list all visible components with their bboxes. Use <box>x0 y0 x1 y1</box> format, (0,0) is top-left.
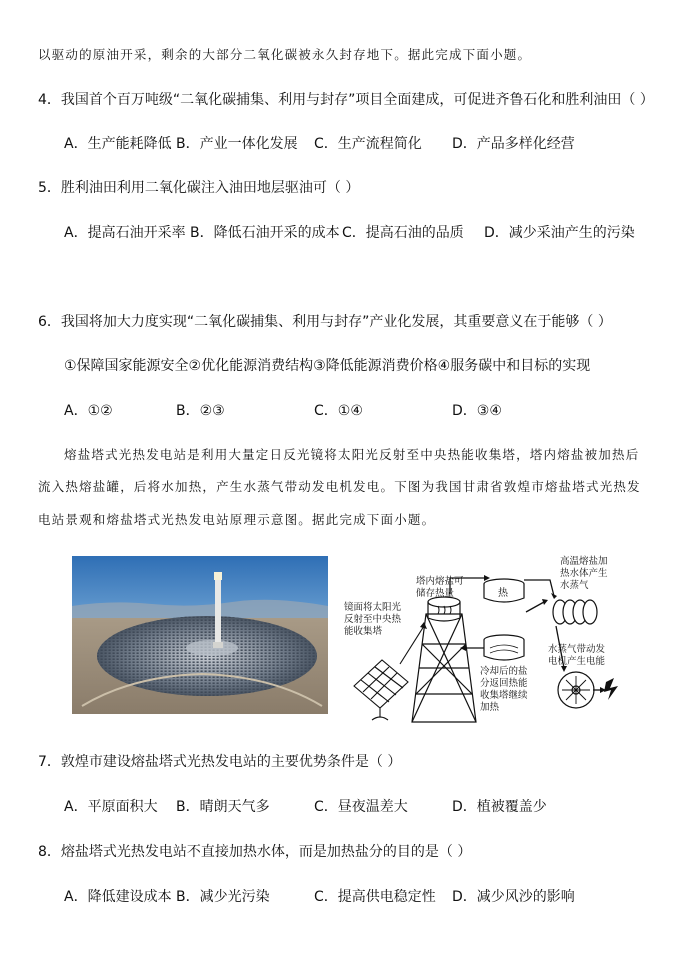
q8-option-a[interactable]: A．降低建设成本 <box>64 889 172 905</box>
question-7-stem: 7．敦煌市建设熔盐塔式光热发电站的主要优势条件是（ ） <box>38 754 402 770</box>
q4-option-c[interactable]: C．生产流程简化 <box>314 136 422 152</box>
passage-line-1: 熔盐塔式光热发电站是利用大量定日反光镜将太阳光反射至中央热能收集塔，塔内熔盐被加热后 <box>64 447 640 462</box>
q4-option-a[interactable]: A．生产能耗降低 <box>64 136 172 152</box>
question-6-items: ①保障国家能源安全②优化能源消费结构③降低能源消费价格④服务碳中和目标的实现 <box>64 358 591 374</box>
q4-option-d[interactable]: D．产品多样化经营 <box>452 136 575 152</box>
label-hot-tank: 热 <box>498 588 508 599</box>
q7-option-c[interactable]: C．昼夜温差大 <box>314 799 408 815</box>
q4-option-b[interactable]: B．产业一体化发展 <box>176 136 298 152</box>
tower-drawing <box>412 597 476 722</box>
solar-plant-photo <box>72 556 328 714</box>
label-cold-salt: 冷却后的盐 分返回热能 收集塔继续 加热 <box>480 666 528 713</box>
turbine-drawing <box>558 672 594 708</box>
q5-option-a[interactable]: A．提高石油开采率 <box>64 225 186 241</box>
passage-line-3: 电站景观和熔盐塔式光热发电站原理示意图。据此完成下面小题。 <box>38 512 436 527</box>
steam-generator-drawing <box>553 600 597 624</box>
lightning-icon <box>604 678 618 700</box>
q5-option-c[interactable]: C．提高石油的品质 <box>342 225 464 241</box>
principle-diagram <box>338 552 630 724</box>
q5-option-b[interactable]: B．降低石油开采的成本 <box>190 225 340 241</box>
q5-option-d[interactable]: D．减少采油产生的污染 <box>484 225 635 241</box>
q8-option-c[interactable]: C．提高供电稳定性 <box>314 889 436 905</box>
q7-option-b[interactable]: B．晴朗天气多 <box>176 799 270 815</box>
q6-option-c[interactable]: C．①④ <box>314 403 363 419</box>
question-5-stem: 5．胜利油田利用二氧化碳注入油田地层驱油可（ ） <box>38 180 360 196</box>
q6-option-a[interactable]: A．①② <box>64 403 113 419</box>
label-generator: 水蒸气带动发 电机产生电能 <box>548 644 606 667</box>
mirror-panel-drawing <box>354 660 408 720</box>
q7-option-d[interactable]: D．植被覆盖少 <box>452 799 547 815</box>
q6-option-d[interactable]: D．③④ <box>452 403 502 419</box>
q8-option-d[interactable]: D．减少风沙的影响 <box>452 889 575 905</box>
label-store-heat: 塔内熔盐可 储存热量 <box>416 576 464 599</box>
question-8-stem: 8．熔盐塔式光热发电站不直接加热水体，而是加热盐分的目的是（ ） <box>38 844 472 860</box>
question-4-stem: 4．我国首个百万吨级“二氧化碳捕集、利用与封存”项目全面建成，可促进齐鲁石化和胜利油田（ ） <box>38 92 654 108</box>
q7-option-a[interactable]: A．平原面积大 <box>64 799 158 815</box>
solar-plant-photo-image <box>72 556 328 714</box>
passage-line-2: 流入热熔盐罐，后将水加热，产生水蒸气带动发电机发电。下图为我国甘肃省敦煌市熔盐塔式光热发 <box>38 479 641 494</box>
question-6-stem: 6．我国将加大力度实现“二氧化碳捕集、利用与封存”产业化发展，其重要意义在于能够（ ） <box>38 314 612 330</box>
q8-option-b[interactable]: B．减少光污染 <box>176 889 270 905</box>
intro-text: 以驱动的原油开采，剩余的大部分二氧化碳被永久封存地下。据此完成下面小题。 <box>38 47 532 62</box>
label-mirror: 镜面将太阳光 反射至中央热 能收集塔 <box>344 602 402 637</box>
label-steam: 高温熔盐加 热水体产生 水蒸气 <box>560 556 608 591</box>
cold-tank-drawing <box>484 635 524 660</box>
q6-option-b[interactable]: B．②③ <box>176 403 225 419</box>
